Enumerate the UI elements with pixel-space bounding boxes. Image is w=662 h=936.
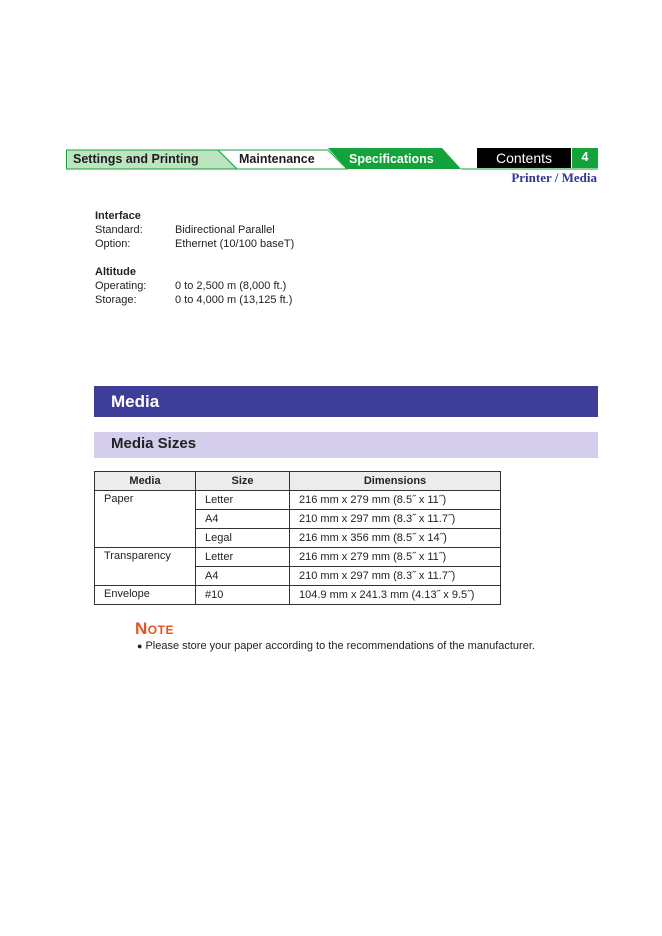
media-cell: Paper (95, 491, 196, 548)
contents-button[interactable]: Contents (477, 148, 571, 168)
spec-value: 0 to 4,000 m (13,125 ft.) (175, 294, 293, 306)
tab-specifications[interactable]: Specifications (349, 152, 434, 166)
table-header-row (95, 472, 501, 491)
dimensions-cell: 216 mm x 279 mm (8.5˝ x 11˝) (290, 491, 501, 510)
spec-value: Ethernet (10/100 baseT) (175, 238, 295, 250)
altitude-heading: Altitude (95, 266, 136, 278)
dimensions-cell: 216 mm x 356 mm (8.5˝ x 14˝) (290, 529, 501, 548)
note-heading (135, 619, 174, 639)
dimensions-cell: 216 mm x 279 mm (8.5˝ x 11˝) (290, 548, 501, 567)
size-cell: A4 (196, 567, 290, 586)
bullet-icon: ● (137, 641, 143, 651)
spec-label: Storage: (95, 294, 137, 306)
note-heading-initial: N (135, 619, 148, 638)
breadcrumb: Printer / Media (511, 170, 597, 185)
tab-maintenance[interactable]: Maintenance (239, 152, 315, 166)
table-row (95, 586, 501, 605)
spec-row (95, 279, 292, 293)
spec-row (95, 223, 294, 237)
media-sizes-header (94, 432, 598, 458)
media-section-header (94, 386, 598, 417)
page-number: 4 (572, 148, 598, 168)
size-cell: Letter (196, 491, 290, 510)
spec-label: Option: (95, 238, 131, 250)
note-text: Please store your paper according to the recommendations of the manufacturer. (145, 640, 535, 652)
altitude-spec (95, 265, 292, 307)
dimensions-cell: 210 mm x 297 mm (8.3˝ x 11.7˝) (290, 567, 501, 586)
spec-label: Operating: (95, 280, 147, 292)
size-cell: A4 (196, 510, 290, 529)
size-cell: Legal (196, 529, 290, 548)
spec-value: Bidirectional Parallel (175, 224, 275, 236)
size-cell: Letter (196, 548, 290, 567)
section-title: Media (111, 392, 160, 411)
spec-row (95, 293, 292, 307)
subsection-title: Media Sizes (111, 435, 197, 452)
dimensions-cell: 104.9 mm x 241.3 mm (4.13˝ x 9.5˝) (290, 586, 501, 605)
media-cell: Envelope (95, 586, 196, 605)
dimensions-cell: 210 mm x 297 mm (8.3˝ x 11.7˝) (290, 510, 501, 529)
media-cell: Transparency (95, 548, 196, 586)
column-header-media: Media (95, 472, 196, 491)
spec-row (95, 237, 294, 251)
column-header-dimensions: Dimensions (290, 472, 501, 491)
interface-heading: Interface (95, 210, 141, 222)
interface-spec (95, 209, 294, 251)
size-cell: #10 (196, 586, 290, 605)
navigation-bar (66, 148, 598, 170)
spec-label: Standard: (95, 224, 143, 236)
tab-settings-and-printing[interactable]: Settings and Printing (73, 152, 199, 166)
spec-value: 0 to 2,500 m (8,000 ft.) (175, 280, 287, 292)
table-row (95, 491, 501, 510)
column-header-size: Size (196, 472, 290, 491)
note-item (137, 640, 535, 652)
media-sizes-table (94, 471, 501, 605)
note-heading-rest: OTE (147, 623, 174, 637)
table-row (95, 548, 501, 567)
